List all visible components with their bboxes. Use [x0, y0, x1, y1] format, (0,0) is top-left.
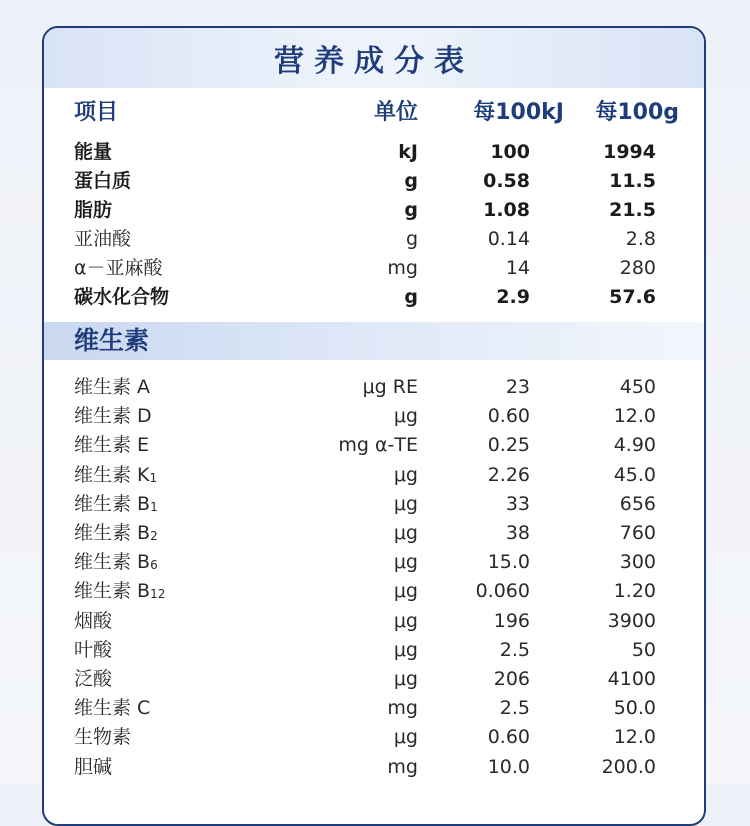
nutrient-name: 能量 — [74, 141, 113, 163]
per-100kj-cell: 15.0 — [487, 551, 530, 574]
per-100kj-cell: 14 — [505, 257, 530, 279]
nutrient-name: 维生素 $B_2$ — [74, 522, 158, 544]
per-100kj-cell: 33 — [505, 492, 530, 515]
nutrient-name: 生物素 — [74, 726, 132, 749]
per-100g-cell: 1994 — [603, 141, 656, 163]
table-row — [44, 373, 704, 402]
unit-cell: μg RE — [362, 376, 418, 398]
table-row — [44, 461, 704, 490]
per-100g-cell: 57.6 — [609, 286, 656, 308]
nutrient-name: 维生素 D — [74, 405, 152, 428]
table-header — [44, 96, 704, 130]
table-row — [44, 283, 704, 312]
per-100kj-cell: 100 — [490, 141, 530, 163]
per-100g-cell: 450 — [619, 376, 656, 398]
per-100g-cell: 50.0 — [613, 697, 656, 720]
per-100kj-cell: 2.5 — [499, 638, 530, 661]
nutrient-name: 维生素 $K_1$ — [74, 463, 158, 486]
nutrient-name: α－亚麻酸 — [74, 257, 163, 279]
per-100kj-cell: 1.08 — [483, 199, 530, 221]
unit-cell: μg — [393, 551, 418, 574]
per-100kj-cell: 23 — [505, 376, 530, 398]
per-100g-cell: 300 — [619, 551, 656, 574]
nutrient-name: 脂肪 — [74, 199, 113, 221]
table-row — [44, 490, 704, 519]
table-row — [44, 225, 704, 254]
table-row — [44, 636, 704, 665]
table-row — [44, 402, 704, 431]
per-100kj-cell: 2.5 — [499, 697, 530, 720]
per-100kj-cell: 0.58 — [483, 170, 530, 192]
table-row — [44, 431, 704, 460]
table-row — [44, 196, 704, 225]
per-100g-cell: 656 — [619, 492, 656, 515]
nutrient-name: 维生素 $B_1$ — [74, 492, 158, 515]
per-100kj-cell: 0.060 — [475, 580, 530, 603]
table-row — [44, 694, 704, 723]
nutrient-name: 碳水化合物 — [74, 286, 170, 308]
per-100kj-cell: 10.0 — [487, 755, 530, 778]
per-100g-cell: 760 — [619, 522, 656, 544]
unit-cell: mg — [387, 257, 418, 279]
per-100g-cell: 1.20 — [613, 580, 656, 603]
nutrient-name: 维生素 A — [74, 376, 151, 398]
unit-cell: μg — [393, 726, 418, 749]
nutrient-name: 蛋白质 — [74, 170, 132, 192]
unit-cell: μg — [393, 405, 418, 428]
table-row — [44, 607, 704, 636]
per-100g-cell: 50 — [631, 638, 656, 661]
unit-cell: g — [404, 170, 418, 192]
unit-cell: μg — [393, 463, 418, 486]
nutrient-name: 维生素 C — [74, 697, 151, 720]
header-unit: 单位 — [373, 100, 418, 125]
nutrient-name: 维生素 E — [74, 434, 150, 457]
unit-cell: μg — [393, 668, 418, 690]
per-100kj-cell: 2.9 — [496, 286, 530, 308]
unit-cell: kJ — [398, 141, 418, 163]
table-row — [44, 548, 704, 577]
table-row — [44, 167, 704, 196]
header-per-kj: 每100kJ — [473, 100, 564, 125]
unit-cell: μg — [393, 522, 418, 544]
vitamin-section-bar — [44, 322, 704, 360]
nutrient-name: 烟酸 — [74, 609, 113, 632]
per-100g-cell: 4.90 — [613, 434, 656, 457]
per-100g-cell: 280 — [619, 257, 656, 279]
unit-cell: g — [404, 199, 418, 221]
unit-cell: mg — [387, 755, 418, 778]
per-100g-cell: 200.0 — [601, 755, 656, 778]
per-100kj-cell: 206 — [493, 668, 530, 690]
nutrition-card — [42, 26, 706, 826]
per-100g-cell: 2.8 — [625, 228, 656, 250]
header-item: 项目 — [74, 100, 119, 125]
nutrient-name: 维生素 $B_{12}$ — [74, 580, 166, 603]
unit-cell: μg — [393, 609, 418, 632]
unit-cell: mg — [387, 697, 418, 720]
unit-cell: μg — [393, 638, 418, 661]
table-row — [44, 519, 704, 548]
nutrient-name: 胆碱 — [74, 755, 113, 778]
nutrient-name: 亚油酸 — [74, 228, 132, 250]
per-100kj-cell: 0.60 — [487, 726, 530, 749]
nutrient-name: 维生素 $B_6$ — [74, 551, 158, 574]
per-100kj-cell: 0.60 — [487, 405, 530, 428]
table-row — [44, 753, 704, 782]
per-100g-cell: 3900 — [607, 609, 656, 632]
unit-cell: μg — [393, 492, 418, 515]
per-100g-cell: 11.5 — [609, 170, 656, 192]
table-row — [44, 577, 704, 606]
per-100kj-cell: 196 — [493, 609, 530, 632]
unit-cell: g — [405, 228, 418, 250]
page-title: 营养成分表 — [274, 44, 474, 79]
per-100kj-cell: 0.14 — [487, 228, 530, 250]
per-100kj-cell: 0.25 — [487, 434, 530, 457]
per-100g-cell: 21.5 — [609, 199, 656, 221]
unit-cell: g — [404, 286, 418, 308]
per-100kj-cell: 2.26 — [487, 463, 530, 486]
per-100g-cell: 4100 — [607, 668, 656, 690]
unit-cell: μg — [393, 580, 418, 603]
table-row — [44, 723, 704, 752]
per-100g-cell: 45.0 — [613, 463, 656, 486]
per-100g-cell: 12.0 — [613, 405, 656, 428]
per-100kj-cell: 38 — [505, 522, 530, 544]
table-row — [44, 138, 704, 167]
table-row — [44, 665, 704, 694]
vitamin-section-title: 维生素 — [74, 326, 150, 355]
nutrient-name: 泛酸 — [74, 668, 113, 690]
per-100g-cell: 12.0 — [613, 726, 656, 749]
unit-cell: mg α-TE — [338, 434, 418, 457]
title-bar — [44, 28, 704, 88]
table-row — [44, 254, 704, 283]
header-per-g: 每100g — [595, 100, 679, 125]
nutrient-name: 叶酸 — [74, 638, 113, 661]
